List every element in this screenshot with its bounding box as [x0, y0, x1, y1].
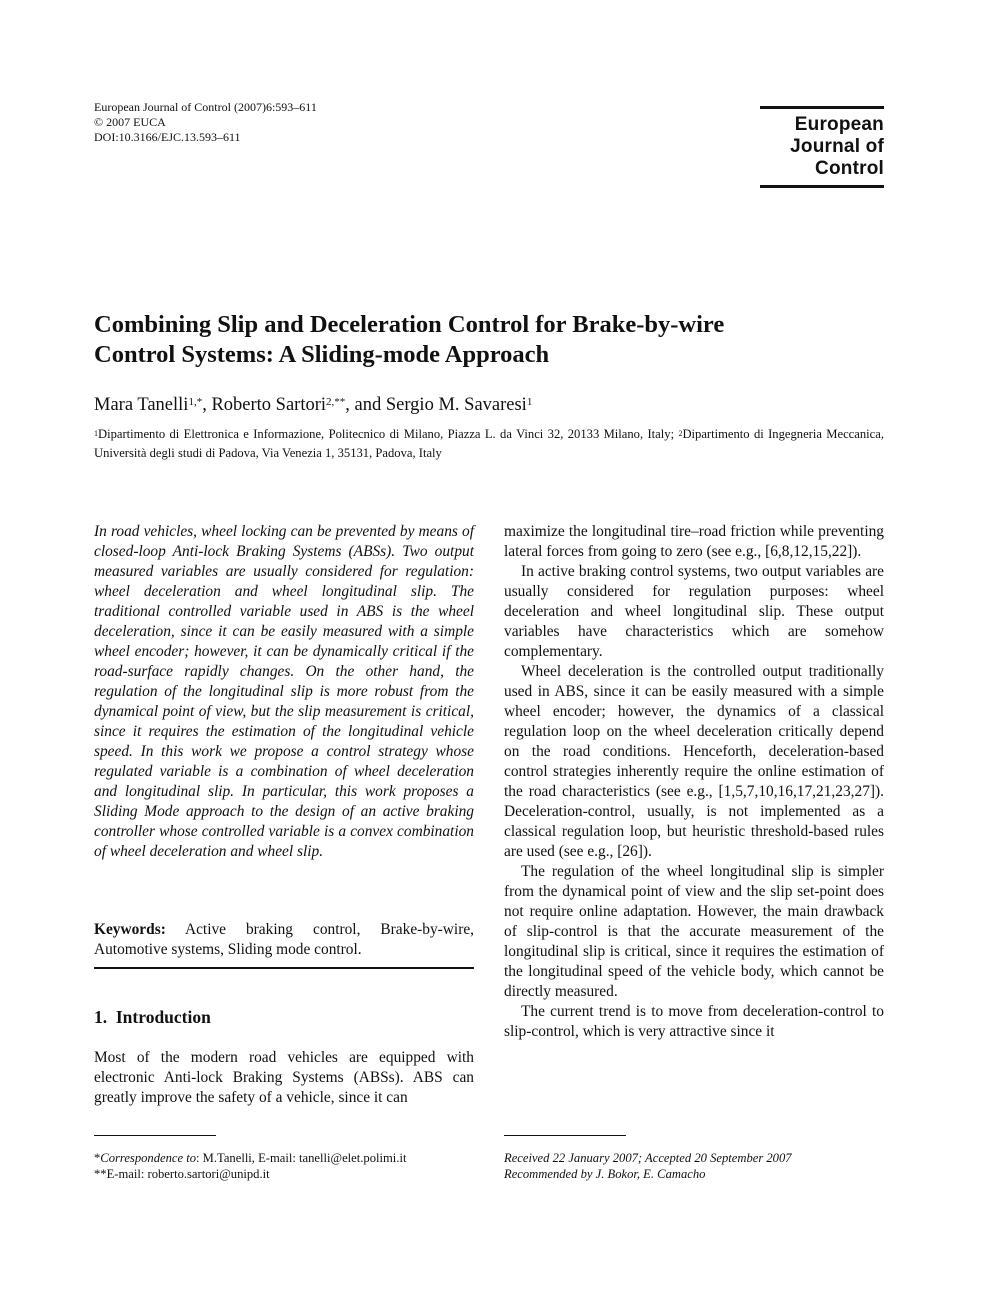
journal-header [94, 100, 317, 145]
keywords [94, 920, 474, 960]
author-superscript: 2,** [326, 396, 346, 408]
email-footnote: **E-mail: roberto.sartori@unipd.it [94, 1167, 270, 1181]
body-paragraph: maximize the longitudinal tire–road friction while preventing lateral forces from going to zero (see e.g., [6,8,12,15,22]). [504, 523, 884, 560]
author-list [94, 393, 532, 417]
footnote-rule-right [504, 1135, 626, 1136]
author-superscript: 1 [526, 396, 533, 408]
section-heading [94, 1007, 211, 1028]
correspondence-footnote [94, 1150, 406, 1166]
journal-logo [760, 106, 884, 188]
doi: DOI:10.3166/EJC.13.593–611 [94, 130, 241, 144]
affiliations [94, 425, 884, 463]
footnote-mark: * [94, 1151, 101, 1165]
logo-words [760, 109, 884, 185]
body-paragraph: In active braking control systems, two output variables are usually considered for regulation purposes: wheel deceleration and wheel longitudinal slip. These output variables have characteristics which are somehow complementary. [504, 563, 884, 660]
logo-line-2: Journal of [790, 136, 884, 157]
affiliation-marker: 2 [678, 429, 683, 438]
right-column [504, 522, 884, 1042]
copyright: © 2007 EUCA [94, 115, 166, 129]
footnotes-right [504, 1150, 792, 1182]
keywords-divider [94, 967, 474, 969]
section-number: 1. [94, 1007, 108, 1027]
body-paragraph: The current trend is to move from deceleration-control to slip-control, which is very attractive since it [504, 1003, 884, 1040]
footnotes-left [94, 1150, 406, 1182]
keywords-label: Keywords: [94, 921, 166, 938]
author-separator: , [202, 395, 212, 415]
title-line-1: Combining Slip and Deceleration Control for Brake-by-wire [94, 311, 725, 338]
keywords-text: Active braking control, Brake-by-wire, Automotive systems, Sliding mode control. [94, 921, 474, 958]
intro-paragraph: Most of the modern road vehicles are equipped with electronic Anti-lock Braking Systems (ABSs). ABS can greatly improve the safety of a vehicle, since it can [94, 1049, 474, 1106]
affiliation-text: Dipartimento di Elettronica e Informazione, Politecnico di Milano, Piazza L. da Vinci 32, 20133 Milano, Italy; [98, 427, 679, 441]
received-dates: Received 22 January 2007; Accepted 20 September 2007 [504, 1151, 792, 1165]
author-name: Mara Tanelli [94, 395, 189, 415]
author-separator: , and [345, 395, 386, 415]
correspondence-label: Correspondence to [100, 1151, 197, 1165]
body-paragraph: The regulation of the wheel longitudinal slip is simpler from the dynamical point of view and the slip set-point does not require online adaptation. However, the main drawback of slip-control is that the accurate measurement of the longitudinal slip is critical, since it requires the estimation of the longitudinal speed of the vehicle body, which cannot be directly measured. [504, 863, 884, 1000]
abstract: In road vehicles, wheel locking can be prevented by means of closed-loop Anti-lock Braking Systems (ABSs). Two output measured variables are usually considered for regulation: wheel deceleration and wheel longitudinal slip. The traditional controlled variable used in ABS is the wheel deceleration, since it can be easily measured with a simple wheel encoder; however, it can be dynamically critical if the road-surface rapidly changes. On the other hand, the regulation of the longitudinal slip is more robust from the dynamical point of view, but the slip measurement is critical, since it requires the estimation of the longitudinal vehicle speed. In this work we propose a control strategy whose regulated variable is a combination of wheel deceleration and longitudinal slip. In particular, this work proposes a Sliding Mode approach to the design of an active braking controller whose controlled variable is a convex combination of wheel deceleration and wheel slip. [94, 523, 474, 860]
logo-line-1: European [794, 114, 884, 135]
body-paragraph: Wheel deceleration is the controlled output traditionally used in ABS, since it can be easily measured with a simple wheel encoder; however, the dynamics of a classical regulation loop on the wheel deceleration critically depend on the road conditions. Henceforth, deceleration-based control strategies inherently require the online estimation of the road characteristics (see e.g., [1,5,7,10,16,17,21,23,27]). Deceleration-control, usually, is not implemented as a classical regulation loop, but heuristic threshold-based rules are used (see e.g., [26]). [504, 663, 884, 860]
logo-line-3: Control [815, 158, 884, 179]
author-name: Roberto Sartori [211, 395, 327, 415]
author-superscript: 1,* [188, 396, 203, 408]
affiliation-text: Dipartimento di Ingegneria Meccanica, Università degli studi di Padova, Via Venezia 1, 35131, Padova, Italy [94, 427, 884, 460]
correspondence-text: : M.Tanelli, E-mail: tanelli@elet.polimi.it [196, 1151, 407, 1165]
logo-bottom-rule [760, 185, 884, 188]
author-name: Sergio M. Savaresi [385, 395, 527, 415]
journal-reference: European Journal of Control (2007)6:593–611 [94, 100, 317, 114]
paper-title [94, 310, 884, 370]
recommended-by: Recommended by J. Bokor, E. Camacho [504, 1167, 706, 1181]
title-line-2: Control Systems: A Sliding-mode Approach [94, 341, 550, 368]
section-title: Introduction [115, 1007, 211, 1027]
affiliation-marker: 1 [94, 429, 98, 438]
footnote-rule-left [94, 1135, 216, 1136]
